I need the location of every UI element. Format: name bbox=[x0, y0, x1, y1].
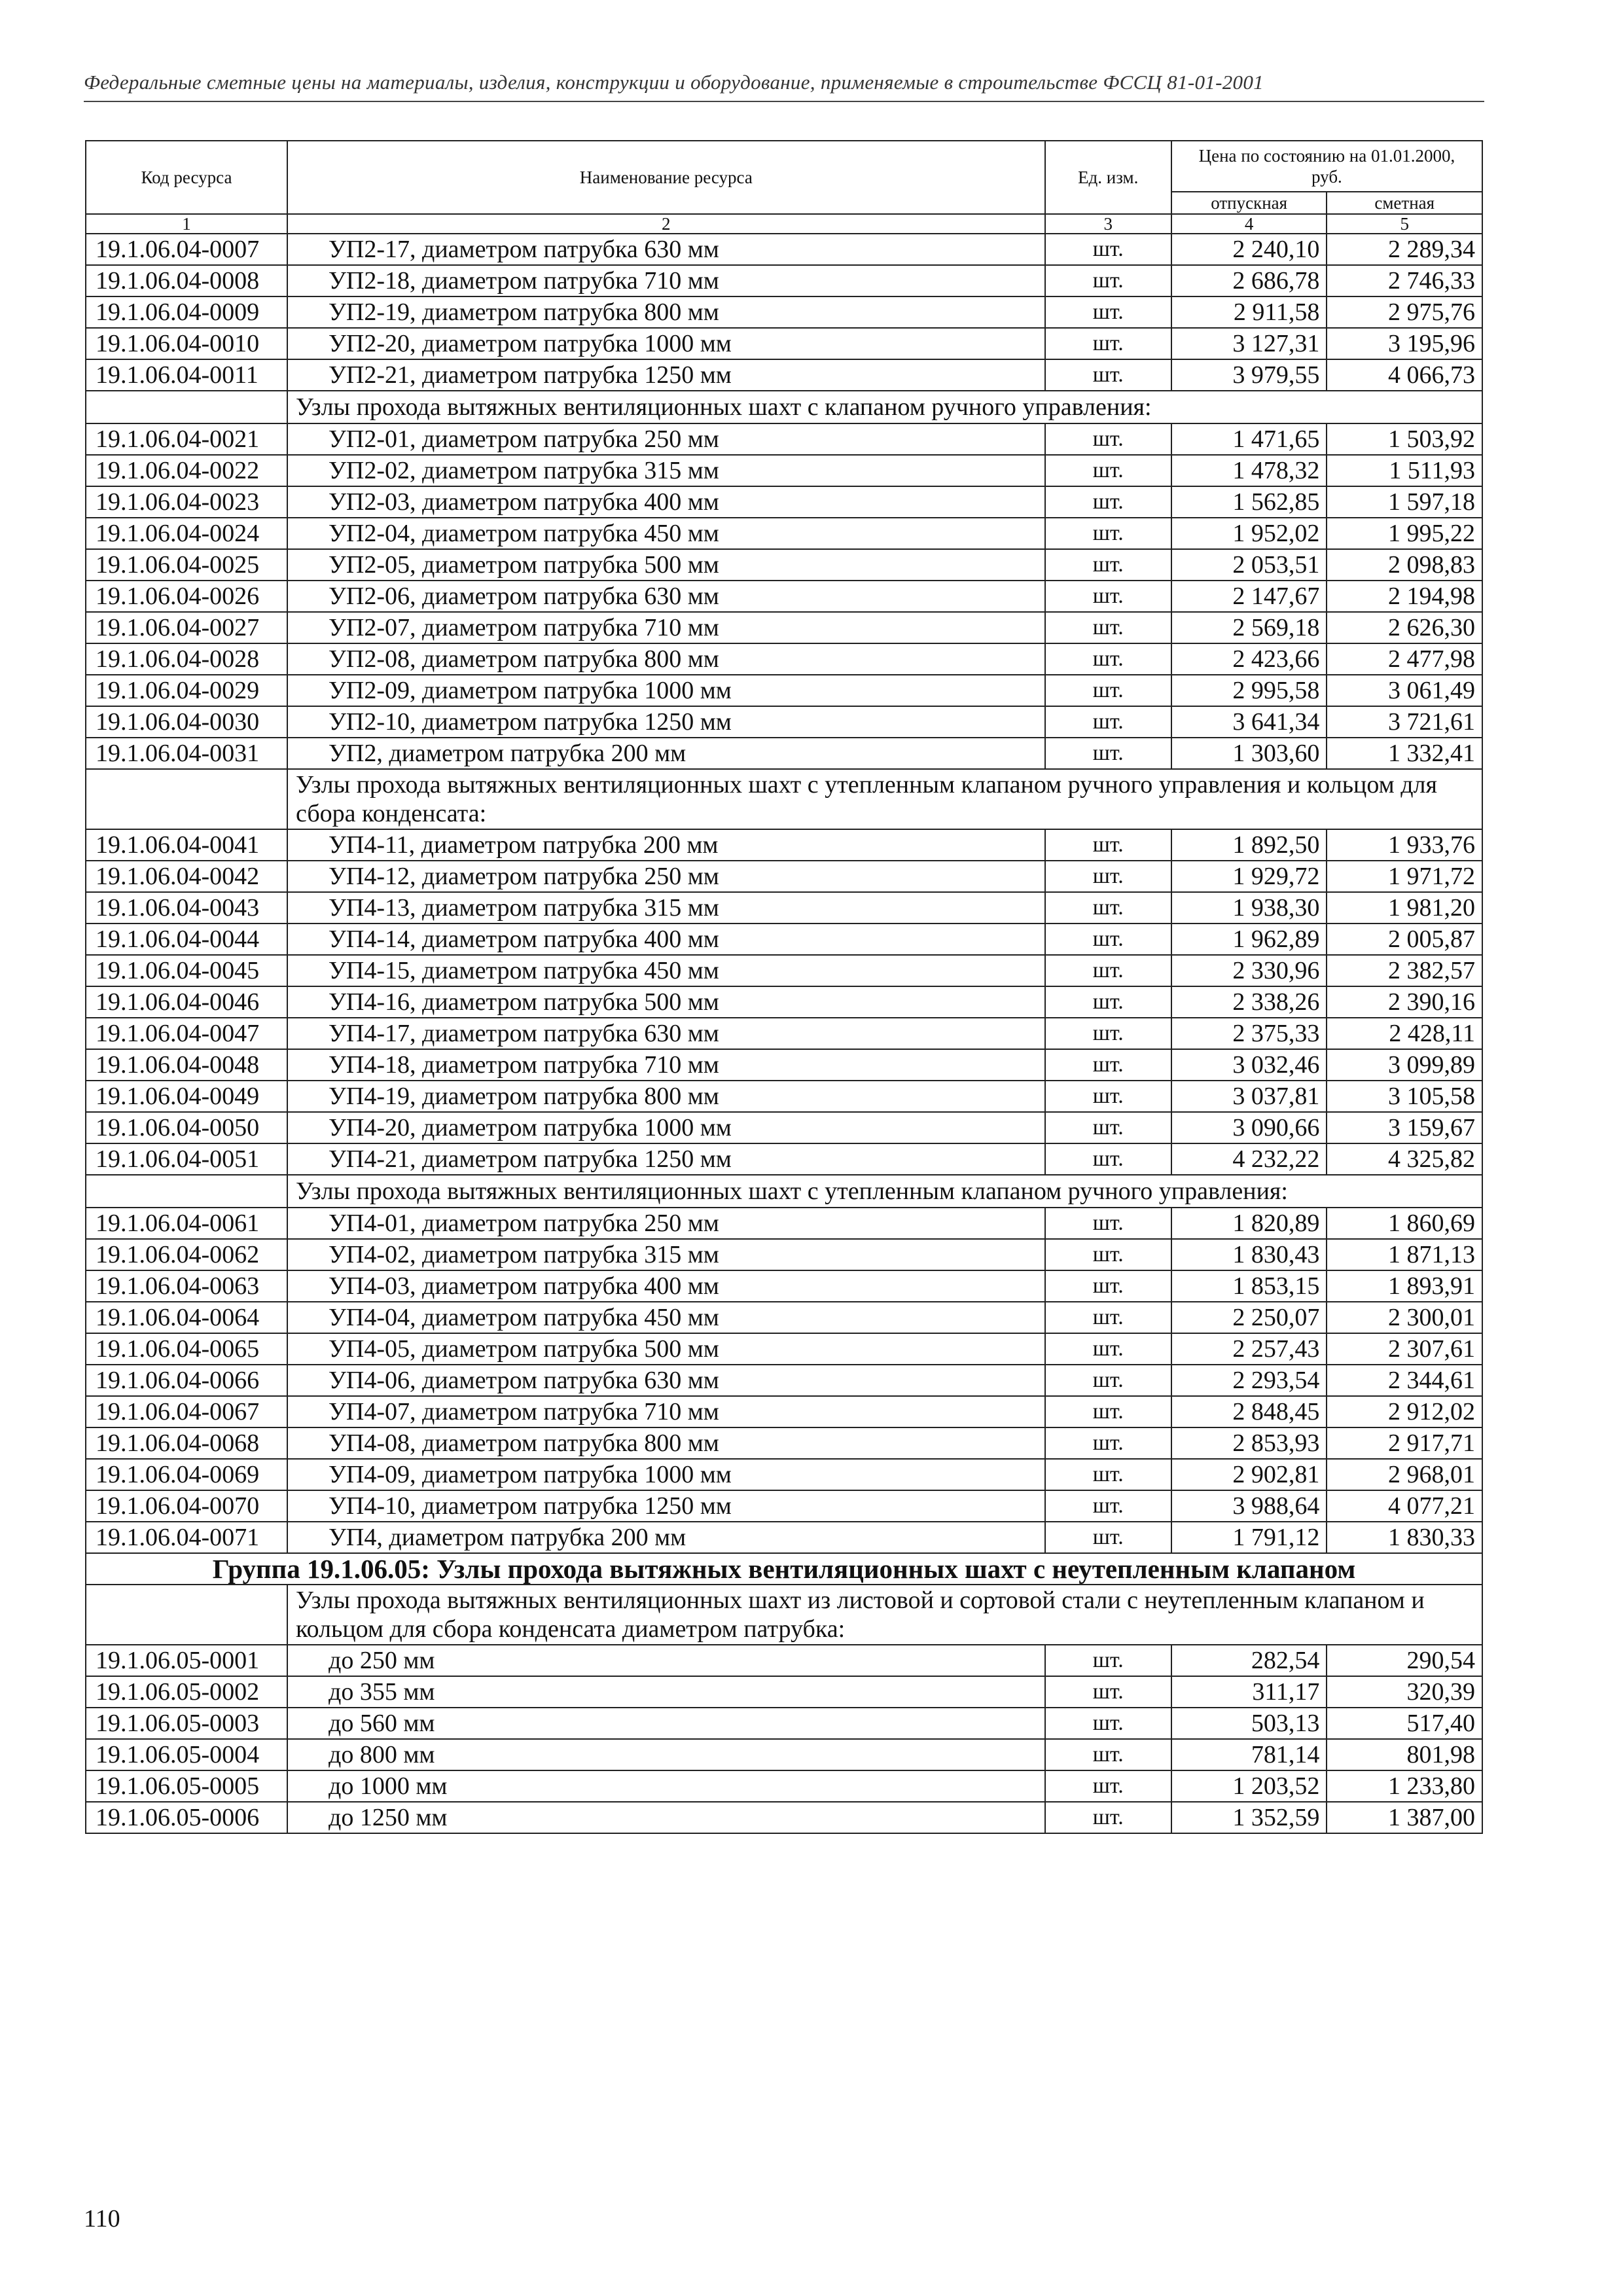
resource-code-cell: 19.1.06.04-0068 bbox=[86, 1427, 287, 1459]
table-row bbox=[86, 359, 1482, 391]
estimate-price-cell: 2 428,11 bbox=[1327, 1018, 1482, 1049]
unit-cell: шт. bbox=[1045, 706, 1171, 738]
unit-cell: шт. bbox=[1045, 518, 1171, 549]
section-row bbox=[86, 391, 1482, 423]
unit-cell: шт. bbox=[1045, 955, 1171, 986]
unit-cell: шт. bbox=[1045, 1676, 1171, 1708]
resource-name-cell: УП4-19, диаметром патрубка 800 мм bbox=[287, 1081, 1045, 1112]
estimate-price-cell: 1 893,91 bbox=[1327, 1270, 1482, 1302]
unit-cell: шт. bbox=[1045, 423, 1171, 455]
table-row bbox=[86, 1270, 1482, 1302]
resource-code-cell: 19.1.06.04-0021 bbox=[86, 423, 287, 455]
estimate-price-cell: 3 061,49 bbox=[1327, 675, 1482, 706]
release-price-cell: 2 147,67 bbox=[1171, 581, 1327, 612]
release-price-cell: 1 352,59 bbox=[1171, 1802, 1327, 1833]
table-row bbox=[86, 581, 1482, 612]
estimate-price-cell: 1 995,22 bbox=[1327, 518, 1482, 549]
unit-cell: шт. bbox=[1045, 486, 1171, 518]
estimate-price-cell: 2 194,98 bbox=[1327, 581, 1482, 612]
estimate-price-cell: 3 159,67 bbox=[1327, 1112, 1482, 1143]
resource-code-cell: 19.1.06.04-0028 bbox=[86, 643, 287, 675]
estimate-price-cell: 3 195,96 bbox=[1327, 328, 1482, 359]
table-row bbox=[86, 265, 1482, 296]
resource-code-cell: 19.1.06.05-0006 bbox=[86, 1802, 287, 1833]
release-price-cell: 1 203,52 bbox=[1171, 1770, 1327, 1802]
unit-cell: шт. bbox=[1045, 829, 1171, 861]
release-price-cell: 1 962,89 bbox=[1171, 924, 1327, 955]
unit-cell: шт. bbox=[1045, 1081, 1171, 1112]
unit-cell: шт. bbox=[1045, 738, 1171, 769]
estimate-price-cell: 517,40 bbox=[1327, 1708, 1482, 1739]
release-price-cell: 1 303,60 bbox=[1171, 738, 1327, 769]
resource-name-cell: УП4-07, диаметром патрубка 710 мм bbox=[287, 1396, 1045, 1427]
unit-cell: шт. bbox=[1045, 1333, 1171, 1365]
resource-code-cell: 19.1.06.04-0062 bbox=[86, 1239, 287, 1270]
column-number: 2 bbox=[287, 214, 1045, 234]
resource-code-cell: 19.1.06.04-0046 bbox=[86, 986, 287, 1018]
unit-cell: шт. bbox=[1045, 359, 1171, 391]
resource-code-cell: 19.1.06.04-0071 bbox=[86, 1522, 287, 1553]
resource-code-cell: 19.1.06.04-0023 bbox=[86, 486, 287, 518]
estimate-price-cell: 320,39 bbox=[1327, 1676, 1482, 1708]
table-row bbox=[86, 1708, 1482, 1739]
table-row bbox=[86, 1112, 1482, 1143]
table-row bbox=[86, 892, 1482, 924]
estimate-price-cell: 4 325,82 bbox=[1327, 1143, 1482, 1175]
estimate-price-cell: 1 503,92 bbox=[1327, 423, 1482, 455]
table-row bbox=[86, 518, 1482, 549]
resource-name-cell: УП4-20, диаметром патрубка 1000 мм bbox=[287, 1112, 1045, 1143]
resource-name-cell: УП4-01, диаметром патрубка 250 мм bbox=[287, 1208, 1045, 1239]
empty-code-cell bbox=[86, 391, 287, 423]
release-price-cell: 1 929,72 bbox=[1171, 861, 1327, 892]
resource-name-cell: УП2-06, диаметром патрубка 630 мм bbox=[287, 581, 1045, 612]
unit-cell: шт. bbox=[1045, 1770, 1171, 1802]
resource-name-cell: УП4-17, диаметром патрубка 630 мм bbox=[287, 1018, 1045, 1049]
resource-name-cell: УП2-17, диаметром патрубка 630 мм bbox=[287, 234, 1045, 265]
unit-cell: шт. bbox=[1045, 1459, 1171, 1490]
release-price-cell: 1 478,32 bbox=[1171, 455, 1327, 486]
group-heading: Группа 19.1.06.05: Узлы прохода вытяжных вентиляционных шахт с неутепленным клапаном bbox=[86, 1553, 1482, 1585]
table-row bbox=[86, 1333, 1482, 1365]
table-row bbox=[86, 1802, 1482, 1833]
release-price-cell: 2 848,45 bbox=[1171, 1396, 1327, 1427]
resource-name-cell: УП4-15, диаметром патрубка 450 мм bbox=[287, 955, 1045, 986]
resource-code-cell: 19.1.06.05-0004 bbox=[86, 1739, 287, 1770]
section-row bbox=[86, 769, 1482, 829]
resource-code-cell: 19.1.06.04-0007 bbox=[86, 234, 287, 265]
table-row bbox=[86, 486, 1482, 518]
column-numbers-row bbox=[86, 214, 1482, 234]
table-row bbox=[86, 675, 1482, 706]
resource-name-cell: УП2-10, диаметром патрубка 1250 мм bbox=[287, 706, 1045, 738]
unit-cell: шт. bbox=[1045, 1708, 1171, 1739]
column-header-price-group: Цена по состоянию на 01.01.2000, руб. bbox=[1171, 141, 1482, 192]
release-price-cell: 4 232,22 bbox=[1171, 1143, 1327, 1175]
release-price-cell: 2 569,18 bbox=[1171, 612, 1327, 643]
unit-cell: шт. bbox=[1045, 296, 1171, 328]
resource-code-cell: 19.1.06.05-0001 bbox=[86, 1645, 287, 1676]
resource-name-cell: УП2-19, диаметром патрубка 800 мм bbox=[287, 296, 1045, 328]
resource-code-cell: 19.1.06.04-0069 bbox=[86, 1459, 287, 1490]
estimate-price-cell: 3 721,61 bbox=[1327, 706, 1482, 738]
estimate-price-cell: 4 066,73 bbox=[1327, 359, 1482, 391]
resource-code-cell: 19.1.06.04-0008 bbox=[86, 265, 287, 296]
table-row bbox=[86, 296, 1482, 328]
resource-code-cell: 19.1.06.04-0031 bbox=[86, 738, 287, 769]
estimate-price-cell: 2 917,71 bbox=[1327, 1427, 1482, 1459]
resource-code-cell: 19.1.06.04-0042 bbox=[86, 861, 287, 892]
resource-name-cell: УП4-10, диаметром патрубка 1250 мм bbox=[287, 1490, 1045, 1522]
page-number: 110 bbox=[84, 2205, 120, 2233]
resource-code-cell: 19.1.06.04-0026 bbox=[86, 581, 287, 612]
column-header-name: Наименование ресурса bbox=[287, 141, 1045, 214]
resource-name-cell: УП2-03, диаметром патрубка 400 мм bbox=[287, 486, 1045, 518]
release-price-cell: 2 995,58 bbox=[1171, 675, 1327, 706]
table-row bbox=[86, 924, 1482, 955]
release-price-cell: 2 853,93 bbox=[1171, 1427, 1327, 1459]
release-price-cell: 2 257,43 bbox=[1171, 1333, 1327, 1365]
unit-cell: шт. bbox=[1045, 924, 1171, 955]
table-body bbox=[86, 234, 1482, 1833]
resource-code-cell: 19.1.06.04-0063 bbox=[86, 1270, 287, 1302]
table-row bbox=[86, 423, 1482, 455]
estimate-price-cell: 2 390,16 bbox=[1327, 986, 1482, 1018]
unit-cell: шт. bbox=[1045, 1490, 1171, 1522]
table-row bbox=[86, 1739, 1482, 1770]
estimate-price-cell: 2 005,87 bbox=[1327, 924, 1482, 955]
unit-cell: шт. bbox=[1045, 1802, 1171, 1833]
unit-cell: шт. bbox=[1045, 1239, 1171, 1270]
resource-name-cell: УП2-02, диаметром патрубка 315 мм bbox=[287, 455, 1045, 486]
resource-code-cell: 19.1.06.04-0049 bbox=[86, 1081, 287, 1112]
release-price-cell: 2 240,10 bbox=[1171, 234, 1327, 265]
release-price-cell: 311,17 bbox=[1171, 1676, 1327, 1708]
table-row bbox=[86, 455, 1482, 486]
estimate-price-cell: 1 387,00 bbox=[1327, 1802, 1482, 1833]
resource-code-cell: 19.1.06.04-0009 bbox=[86, 296, 287, 328]
table-row bbox=[86, 1081, 1482, 1112]
resource-code-cell: 19.1.06.05-0002 bbox=[86, 1676, 287, 1708]
release-price-cell: 1 853,15 bbox=[1171, 1270, 1327, 1302]
unit-cell: шт. bbox=[1045, 455, 1171, 486]
resource-code-cell: 19.1.06.04-0029 bbox=[86, 675, 287, 706]
resource-code-cell: 19.1.06.04-0066 bbox=[86, 1365, 287, 1396]
resource-name-cell: УП4-02, диаметром патрубка 315 мм bbox=[287, 1239, 1045, 1270]
estimate-price-cell: 1 830,33 bbox=[1327, 1522, 1482, 1553]
resource-name-cell: до 250 мм bbox=[287, 1645, 1045, 1676]
release-price-cell: 2 293,54 bbox=[1171, 1365, 1327, 1396]
resource-code-cell: 19.1.06.05-0003 bbox=[86, 1708, 287, 1739]
unit-cell: шт. bbox=[1045, 612, 1171, 643]
unit-cell: шт. bbox=[1045, 1645, 1171, 1676]
table-row bbox=[86, 706, 1482, 738]
resource-name-cell: УП4-11, диаметром патрубка 200 мм bbox=[287, 829, 1045, 861]
resource-code-cell: 19.1.06.04-0047 bbox=[86, 1018, 287, 1049]
table-row bbox=[86, 612, 1482, 643]
release-price-cell: 2 423,66 bbox=[1171, 643, 1327, 675]
resource-name-cell: УП4-08, диаметром патрубка 800 мм bbox=[287, 1427, 1045, 1459]
estimate-price-cell: 2 477,98 bbox=[1327, 643, 1482, 675]
table-row bbox=[86, 1143, 1482, 1175]
resource-name-cell: УП4-05, диаметром патрубка 500 мм bbox=[287, 1333, 1045, 1365]
estimate-price-cell: 3 099,89 bbox=[1327, 1049, 1482, 1081]
table-header bbox=[86, 141, 1482, 234]
resource-name-cell: УП4-16, диаметром патрубка 500 мм bbox=[287, 986, 1045, 1018]
section-heading: Узлы прохода вытяжных вентиляционных шахт с утепленным клапаном ручного управления: bbox=[287, 1175, 1482, 1208]
estimate-price-cell: 1 871,13 bbox=[1327, 1239, 1482, 1270]
table-row bbox=[86, 1490, 1482, 1522]
table-row bbox=[86, 1208, 1482, 1239]
release-price-cell: 3 032,46 bbox=[1171, 1049, 1327, 1081]
resource-name-cell: до 800 мм bbox=[287, 1739, 1045, 1770]
resource-name-cell: УП2-05, диаметром патрубка 500 мм bbox=[287, 549, 1045, 581]
resource-name-cell: до 560 мм bbox=[287, 1708, 1045, 1739]
release-price-cell: 1 830,43 bbox=[1171, 1239, 1327, 1270]
release-price-cell: 1 820,89 bbox=[1171, 1208, 1327, 1239]
release-price-cell: 1 791,12 bbox=[1171, 1522, 1327, 1553]
release-price-cell: 3 641,34 bbox=[1171, 706, 1327, 738]
column-header-code: Код ресурса bbox=[86, 141, 287, 214]
resource-name-cell: УП4-14, диаметром патрубка 400 мм bbox=[287, 924, 1045, 955]
estimate-price-cell: 4 077,21 bbox=[1327, 1490, 1482, 1522]
resource-name-cell: УП4, диаметром патрубка 200 мм bbox=[287, 1522, 1045, 1553]
resource-name-cell: УП4-04, диаметром патрубка 450 мм bbox=[287, 1302, 1045, 1333]
resource-name-cell: УП2, диаметром патрубка 200 мм bbox=[287, 738, 1045, 769]
estimate-price-cell: 2 344,61 bbox=[1327, 1365, 1482, 1396]
resource-name-cell: УП2-08, диаметром патрубка 800 мм bbox=[287, 643, 1045, 675]
unit-cell: шт. bbox=[1045, 1302, 1171, 1333]
resource-code-cell: 19.1.06.04-0010 bbox=[86, 328, 287, 359]
resource-code-cell: 19.1.06.04-0041 bbox=[86, 829, 287, 861]
table-row bbox=[86, 1365, 1482, 1396]
empty-code-cell bbox=[86, 1175, 287, 1208]
resource-code-cell: 19.1.06.04-0044 bbox=[86, 924, 287, 955]
estimate-price-cell: 290,54 bbox=[1327, 1645, 1482, 1676]
resource-name-cell: УП4-06, диаметром патрубка 630 мм bbox=[287, 1365, 1045, 1396]
price-table bbox=[85, 140, 1483, 1834]
unit-cell: шт. bbox=[1045, 1365, 1171, 1396]
unit-cell: шт. bbox=[1045, 643, 1171, 675]
release-price-cell: 3 090,66 bbox=[1171, 1112, 1327, 1143]
column-number: 1 bbox=[86, 214, 287, 234]
release-price-cell: 3 127,31 bbox=[1171, 328, 1327, 359]
unit-cell: шт. bbox=[1045, 1018, 1171, 1049]
estimate-price-cell: 2 300,01 bbox=[1327, 1302, 1482, 1333]
resource-code-cell: 19.1.06.04-0011 bbox=[86, 359, 287, 391]
table-row bbox=[86, 328, 1482, 359]
resource-name-cell: УП2-01, диаметром патрубка 250 мм bbox=[287, 423, 1045, 455]
unit-cell: шт. bbox=[1045, 1522, 1171, 1553]
table-row bbox=[86, 1018, 1482, 1049]
running-header: Федеральные сметные цены на материалы, изделия, конструкции и оборудование, применяемые в строительстве ФССЦ 81-01-2001 bbox=[84, 71, 1484, 102]
estimate-price-cell: 1 597,18 bbox=[1327, 486, 1482, 518]
resource-code-cell: 19.1.06.04-0070 bbox=[86, 1490, 287, 1522]
resource-name-cell: до 1000 мм bbox=[287, 1770, 1045, 1802]
unit-cell: шт. bbox=[1045, 892, 1171, 924]
estimate-price-cell: 1 981,20 bbox=[1327, 892, 1482, 924]
table-row bbox=[86, 549, 1482, 581]
resource-name-cell: УП4-13, диаметром патрубка 315 мм bbox=[287, 892, 1045, 924]
estimate-price-cell: 2 626,30 bbox=[1327, 612, 1482, 643]
table-row bbox=[86, 1239, 1482, 1270]
release-price-cell: 2 911,58 bbox=[1171, 296, 1327, 328]
column-header-price-estimate: сметная bbox=[1327, 192, 1482, 214]
unit-cell: шт. bbox=[1045, 675, 1171, 706]
unit-cell: шт. bbox=[1045, 1270, 1171, 1302]
estimate-price-cell: 2 289,34 bbox=[1327, 234, 1482, 265]
release-price-cell: 781,14 bbox=[1171, 1739, 1327, 1770]
resource-name-cell: УП4-12, диаметром патрубка 250 мм bbox=[287, 861, 1045, 892]
resource-code-cell: 19.1.06.04-0065 bbox=[86, 1333, 287, 1365]
table-row bbox=[86, 1459, 1482, 1490]
estimate-price-cell: 1 233,80 bbox=[1327, 1770, 1482, 1802]
table-row bbox=[86, 1302, 1482, 1333]
resource-name-cell: УП2-21, диаметром патрубка 1250 мм bbox=[287, 359, 1045, 391]
unit-cell: шт. bbox=[1045, 1427, 1171, 1459]
estimate-price-cell: 1 332,41 bbox=[1327, 738, 1482, 769]
resource-name-cell: до 1250 мм bbox=[287, 1802, 1045, 1833]
column-number: 4 bbox=[1171, 214, 1327, 234]
table-row bbox=[86, 1645, 1482, 1676]
release-price-cell: 2 250,07 bbox=[1171, 1302, 1327, 1333]
resource-name-cell: УП2-07, диаметром патрубка 710 мм bbox=[287, 612, 1045, 643]
estimate-price-cell: 1 971,72 bbox=[1327, 861, 1482, 892]
unit-cell: шт. bbox=[1045, 328, 1171, 359]
release-price-cell: 1 562,85 bbox=[1171, 486, 1327, 518]
table-row bbox=[86, 738, 1482, 769]
release-price-cell: 282,54 bbox=[1171, 1645, 1327, 1676]
release-price-cell: 503,13 bbox=[1171, 1708, 1327, 1739]
resource-code-cell: 19.1.06.04-0064 bbox=[86, 1302, 287, 1333]
resource-name-cell: УП4-03, диаметром патрубка 400 мм bbox=[287, 1270, 1045, 1302]
section-heading: Узлы прохода вытяжных вентиляционных шахт из листовой и сортовой стали с неутепленным клапаном и кольцом для сбора конденсата диаметром патрубка: bbox=[287, 1585, 1482, 1645]
release-price-cell: 1 952,02 bbox=[1171, 518, 1327, 549]
unit-cell: шт. bbox=[1045, 234, 1171, 265]
unit-cell: шт. bbox=[1045, 1739, 1171, 1770]
release-price-cell: 2 338,26 bbox=[1171, 986, 1327, 1018]
resource-name-cell: УП2-04, диаметром патрубка 450 мм bbox=[287, 518, 1045, 549]
estimate-price-cell: 3 105,58 bbox=[1327, 1081, 1482, 1112]
release-price-cell: 2 330,96 bbox=[1171, 955, 1327, 986]
release-price-cell: 1 471,65 bbox=[1171, 423, 1327, 455]
resource-code-cell: 19.1.06.04-0022 bbox=[86, 455, 287, 486]
column-header-unit: Ед. изм. bbox=[1045, 141, 1171, 214]
unit-cell: шт. bbox=[1045, 1049, 1171, 1081]
resource-code-cell: 19.1.06.04-0024 bbox=[86, 518, 287, 549]
resource-code-cell: 19.1.06.04-0025 bbox=[86, 549, 287, 581]
section-row bbox=[86, 1175, 1482, 1208]
resource-name-cell: до 355 мм bbox=[287, 1676, 1045, 1708]
resource-code-cell: 19.1.06.04-0067 bbox=[86, 1396, 287, 1427]
resource-code-cell: 19.1.06.04-0050 bbox=[86, 1112, 287, 1143]
estimate-price-cell: 2 975,76 bbox=[1327, 296, 1482, 328]
resource-code-cell: 19.1.06.04-0027 bbox=[86, 612, 287, 643]
estimate-price-cell: 2 382,57 bbox=[1327, 955, 1482, 986]
table-row bbox=[86, 1427, 1482, 1459]
estimate-price-cell: 2 968,01 bbox=[1327, 1459, 1482, 1490]
resource-code-cell: 19.1.06.04-0045 bbox=[86, 955, 287, 986]
release-price-cell: 2 375,33 bbox=[1171, 1018, 1327, 1049]
unit-cell: шт. bbox=[1045, 986, 1171, 1018]
group-row bbox=[86, 1553, 1482, 1585]
table-row bbox=[86, 1049, 1482, 1081]
resource-name-cell: УП2-20, диаметром патрубка 1000 мм bbox=[287, 328, 1045, 359]
table-row bbox=[86, 1676, 1482, 1708]
estimate-price-cell: 2 098,83 bbox=[1327, 549, 1482, 581]
estimate-price-cell: 2 746,33 bbox=[1327, 265, 1482, 296]
release-price-cell: 3 037,81 bbox=[1171, 1081, 1327, 1112]
column-header-price-release: отпускная bbox=[1171, 192, 1327, 214]
unit-cell: шт. bbox=[1045, 549, 1171, 581]
unit-cell: шт. bbox=[1045, 1208, 1171, 1239]
section-heading: Узлы прохода вытяжных вентиляционных шахт с клапаном ручного управления: bbox=[287, 391, 1482, 423]
column-number: 3 bbox=[1045, 214, 1171, 234]
section-heading: Узлы прохода вытяжных вентиляционных шахт с утепленным клапаном ручного управления и кольцом для сбора конденсата: bbox=[287, 769, 1482, 829]
resource-name-cell: УП2-18, диаметром патрубка 710 мм bbox=[287, 265, 1045, 296]
unit-cell: шт. bbox=[1045, 1112, 1171, 1143]
resource-code-cell: 19.1.06.04-0061 bbox=[86, 1208, 287, 1239]
resource-code-cell: 19.1.06.04-0048 bbox=[86, 1049, 287, 1081]
empty-code-cell bbox=[86, 1585, 287, 1645]
column-number: 5 bbox=[1327, 214, 1482, 234]
unit-cell: шт. bbox=[1045, 861, 1171, 892]
release-price-cell: 2 053,51 bbox=[1171, 549, 1327, 581]
unit-cell: шт. bbox=[1045, 1396, 1171, 1427]
estimate-price-cell: 1 933,76 bbox=[1327, 829, 1482, 861]
resource-name-cell: УП2-09, диаметром патрубка 1000 мм bbox=[287, 675, 1045, 706]
table-row bbox=[86, 1770, 1482, 1802]
release-price-cell: 1 892,50 bbox=[1171, 829, 1327, 861]
release-price-cell: 3 979,55 bbox=[1171, 359, 1327, 391]
resource-name-cell: УП4-09, диаметром патрубка 1000 мм bbox=[287, 1459, 1045, 1490]
table-row bbox=[86, 1522, 1482, 1553]
estimate-price-cell: 1 511,93 bbox=[1327, 455, 1482, 486]
release-price-cell: 2 686,78 bbox=[1171, 265, 1327, 296]
section-row bbox=[86, 1585, 1482, 1645]
table-row bbox=[86, 234, 1482, 265]
release-price-cell: 2 902,81 bbox=[1171, 1459, 1327, 1490]
table-row bbox=[86, 955, 1482, 986]
table-row bbox=[86, 1396, 1482, 1427]
table-row bbox=[86, 829, 1482, 861]
resource-code-cell: 19.1.06.04-0043 bbox=[86, 892, 287, 924]
estimate-price-cell: 1 860,69 bbox=[1327, 1208, 1482, 1239]
unit-cell: шт. bbox=[1045, 1143, 1171, 1175]
resource-code-cell: 19.1.06.05-0005 bbox=[86, 1770, 287, 1802]
resource-code-cell: 19.1.06.04-0051 bbox=[86, 1143, 287, 1175]
release-price-cell: 1 938,30 bbox=[1171, 892, 1327, 924]
release-price-cell: 3 988,64 bbox=[1171, 1490, 1327, 1522]
unit-cell: шт. bbox=[1045, 581, 1171, 612]
table-row bbox=[86, 986, 1482, 1018]
empty-code-cell bbox=[86, 769, 287, 829]
estimate-price-cell: 2 307,61 bbox=[1327, 1333, 1482, 1365]
resource-name-cell: УП4-18, диаметром патрубка 710 мм bbox=[287, 1049, 1045, 1081]
estimate-price-cell: 801,98 bbox=[1327, 1739, 1482, 1770]
table-row bbox=[86, 643, 1482, 675]
estimate-price-cell: 2 912,02 bbox=[1327, 1396, 1482, 1427]
resource-name-cell: УП4-21, диаметром патрубка 1250 мм bbox=[287, 1143, 1045, 1175]
resource-code-cell: 19.1.06.04-0030 bbox=[86, 706, 287, 738]
table-row bbox=[86, 861, 1482, 892]
unit-cell: шт. bbox=[1045, 265, 1171, 296]
